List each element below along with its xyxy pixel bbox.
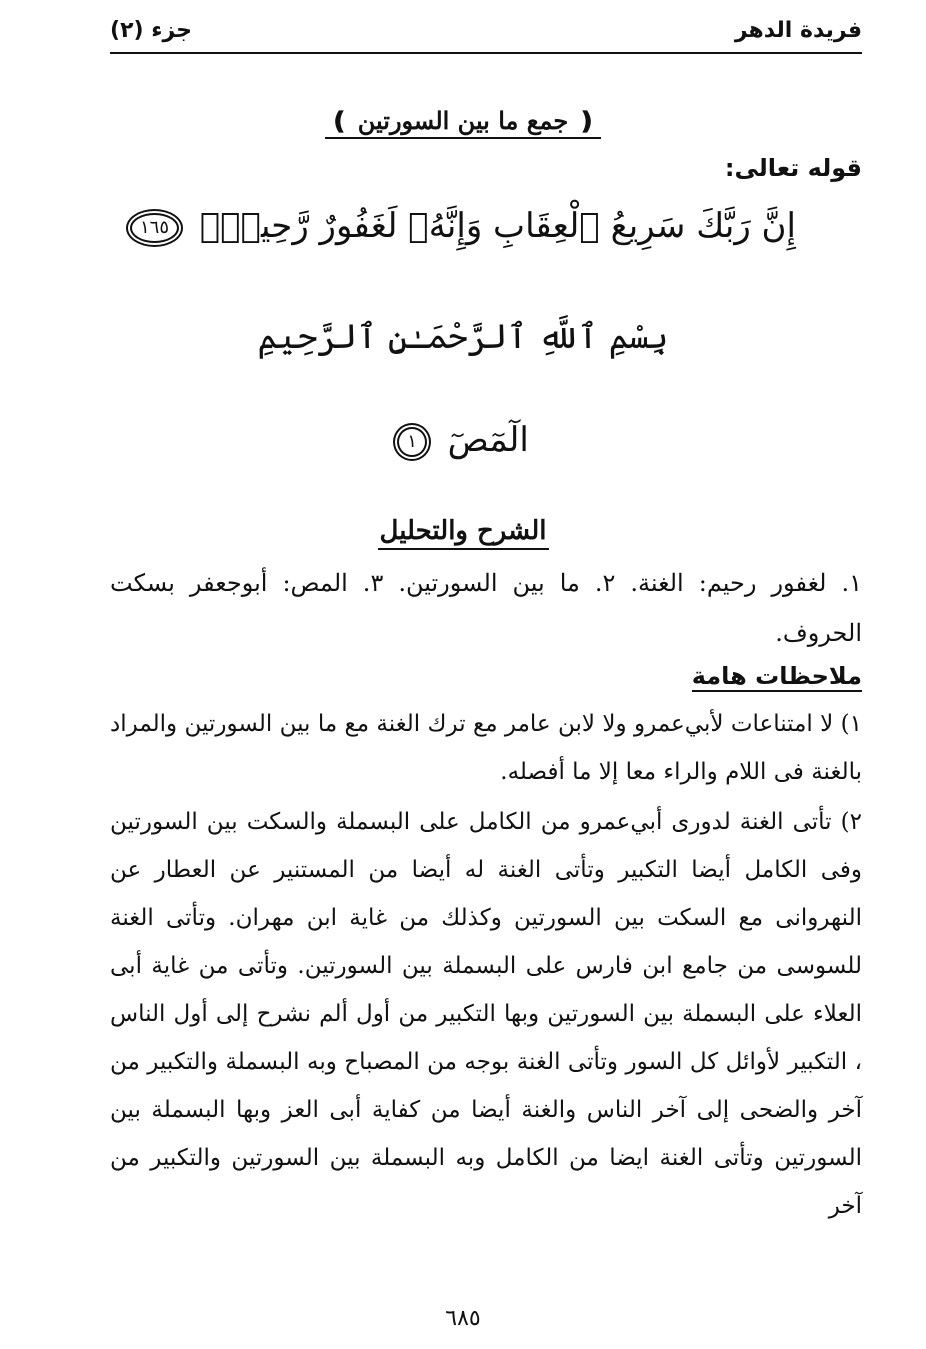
basmala-text: بِسْمِ ٱللَّهِ ٱلرَّحْمَـٰنِ ٱلرَّحِيمِ	[257, 317, 669, 357]
notes-title: ملاحظات هامة	[691, 662, 862, 690]
analysis-paragraph: ١. لغفور رحيم: الغنة. ٢. ما بين السورتين. ٣. المص: أبوجعفر بسكت الحروف.	[110, 569, 862, 647]
verse-165-text: إِنَّ رَبَّكَ سَرِيعُ ٱلْعِقَابِ وَإِنَّهُۥ لَغَفُورٌ رَّحِيمُۢ	[199, 206, 796, 246]
basmala	[0, 316, 926, 357]
running-header	[110, 18, 862, 54]
note-2-number: ٢)	[840, 809, 862, 835]
page-number: ٦٨٥	[445, 1306, 481, 1331]
section-title-text: ❪ جمع ما بين السورتين ❫	[325, 106, 600, 139]
note-1-number: ١)	[840, 711, 863, 737]
analysis-title-text: الشرح والتحليل	[378, 516, 549, 550]
note-1-text: لا امتناعات لأبي‌عمرو ولا لابن عامر مع ترك الغنة مع ما بين السورتين والمراد بالغنة فى اللام والراء معا إلا ما أفصله.	[110, 711, 862, 785]
verse-165	[0, 206, 926, 246]
saying-label: قوله تعالى:	[724, 154, 862, 182]
book-title: فريدة الدهر	[734, 18, 862, 43]
part-label: جزء (٢)	[110, 18, 193, 43]
verse-1	[0, 420, 926, 460]
ayah-number-1: ١	[397, 427, 427, 457]
note-1	[110, 700, 862, 796]
analysis-title	[0, 516, 926, 546]
verse-1-text: الٓمٓصٓ	[447, 420, 529, 460]
section-title	[0, 106, 926, 135]
note-2-text: تأتى الغنة لدورى أبي‌عمرو من الكامل على البسملة والسكت بين السورتين وفى الكامل أيضا التكبير وتأتى الغنة له أيضا من المستنير عن العطار عن النهروانى مع السكت بين السورتين وكذلك من غاية ابن مهران. وتأتى الغنة للسوسى من جامع ابن فارس على البسملة بين السورتين. وتأتى من غاية أبى العلاء على البسملة بين السورتين وبها التكبير من أول ألم نشرح إلى أول الناس ، التكبير لأوائل كل السور وتأتى الغنة بوجه من المصباح وبه البسملة والتكبير من آخر والضحى إلى آخر الناس والغنة أيضا من كفاية أبى العز وبها البسملة بين السورتين وتأتى الغنة ايضا من الكامل وبه البسملة بين السورتين والتكبير من آخر	[110, 809, 862, 1219]
ayah-number-165: ١٦٥	[130, 213, 179, 243]
note-2	[110, 798, 862, 1230]
